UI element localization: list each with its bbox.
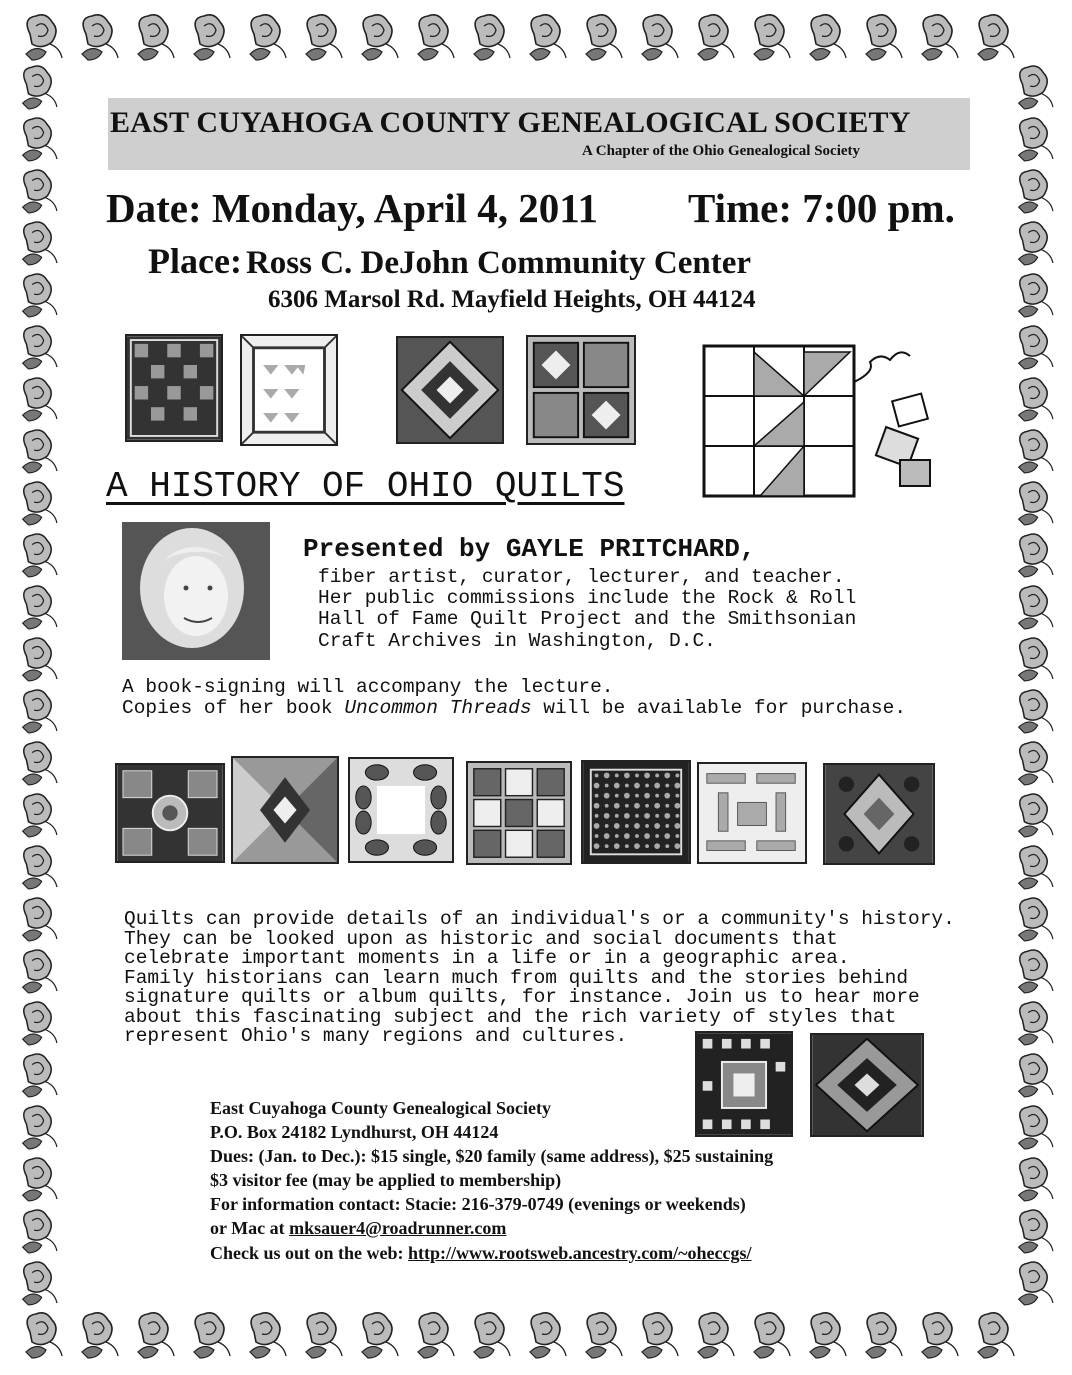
quilt-block-icon — [240, 334, 338, 446]
event-address: 6306 Marsol Rd. Mayfield Heights, OH 44124 — [268, 286, 756, 313]
bio-line: Craft Archives in Washington, D.C. — [318, 630, 716, 652]
quilt-block-icon — [115, 763, 225, 863]
web-prefix: Check us out on the web: — [210, 1243, 409, 1263]
website-link[interactable]: http://www.rootsweb.ancestry.com/~oheccgs/ — [408, 1243, 752, 1263]
book-line-suffix: will be available for purchase. — [531, 697, 907, 719]
description-line: about this fascinating subject and the rich variety of styles that — [124, 1006, 897, 1028]
email-prefix: or Mac at — [210, 1218, 290, 1238]
contact-org: East Cuyahoga County Genealogical Society — [210, 1098, 552, 1118]
place-label: Place: — [148, 241, 242, 281]
presenter-name: Presented by GAYLE PRITCHARD, — [303, 534, 756, 564]
description-line: They can be looked upon as historic and social documents that — [124, 928, 838, 950]
society-title: EAST CUYAHOGA COUNTY GENEALOGICAL SOCIETY — [110, 106, 911, 139]
quilt-block-icon — [697, 762, 807, 864]
book-availability-note — [122, 697, 906, 719]
presenter-photo — [122, 522, 270, 660]
event-place — [148, 240, 751, 282]
quilt-block-icon — [466, 761, 572, 865]
event-date: Date: Monday, April 4, 2011 — [106, 185, 599, 231]
quilt-block-icon — [823, 763, 935, 865]
quilt-block-icon — [810, 1033, 924, 1137]
quilt-block-icon — [526, 335, 636, 445]
dues-line: Dues: (Jan. to Dec.): $15 single, $20 family (same address), $25 sustaining — [210, 1146, 774, 1166]
description-line: Family historians can learn much from quilts and the stories behind — [124, 967, 909, 989]
quilt-block-icon — [231, 756, 339, 864]
quilt-block-icon — [695, 1031, 793, 1137]
book-line-prefix: Copies of her book — [122, 697, 345, 719]
website-line — [210, 1243, 752, 1264]
chapter-subtitle: A Chapter of the Ohio Genealogical Society — [582, 143, 861, 159]
bio-line: fiber artist, curator, lecturer, and teacher. — [318, 566, 845, 588]
description-line: Quilts can provide details of an individual's or a community's history. — [124, 908, 955, 930]
bio-line: Hall of Fame Quilt Project and the Smithsonian — [318, 608, 857, 630]
contact-email-line — [210, 1218, 506, 1239]
contact-po-box: P.O. Box 24182 Lyndhurst, OH 44124 — [210, 1122, 499, 1142]
quilt-sketch-icon — [700, 342, 950, 502]
visitor-fee-line: $3 visitor fee (may be applied to membership) — [210, 1170, 562, 1190]
quilt-block-icon — [348, 757, 454, 863]
event-time: Time: 7:00 pm. — [688, 185, 955, 231]
quilt-block-icon — [396, 336, 504, 444]
description-line: celebrate important moments in a life or in a geographic area. — [124, 947, 850, 969]
bio-line: Her public commissions include the Rock & Roll — [318, 587, 857, 609]
place-value: Ross C. DeJohn Community Center — [245, 245, 752, 281]
talk-title: A HISTORY OF OHIO QUILTS — [106, 466, 625, 507]
description-line: signature quilts or album quilts, for instance. Join us to hear more — [124, 986, 920, 1008]
quilt-block-icon — [125, 334, 223, 442]
book-signing-note: A book-signing will accompany the lecture. — [122, 676, 614, 698]
email-link[interactable]: mksauer4@roadrunner.com — [289, 1218, 507, 1238]
contact-info-line: For information contact: Stacie: 216-379-0749 (evenings or weekends) — [210, 1194, 746, 1214]
book-title: Uncommon Threads — [344, 697, 532, 719]
description-line: represent Ohio's many regions and cultures. — [124, 1025, 628, 1047]
quilt-block-icon — [581, 760, 691, 864]
